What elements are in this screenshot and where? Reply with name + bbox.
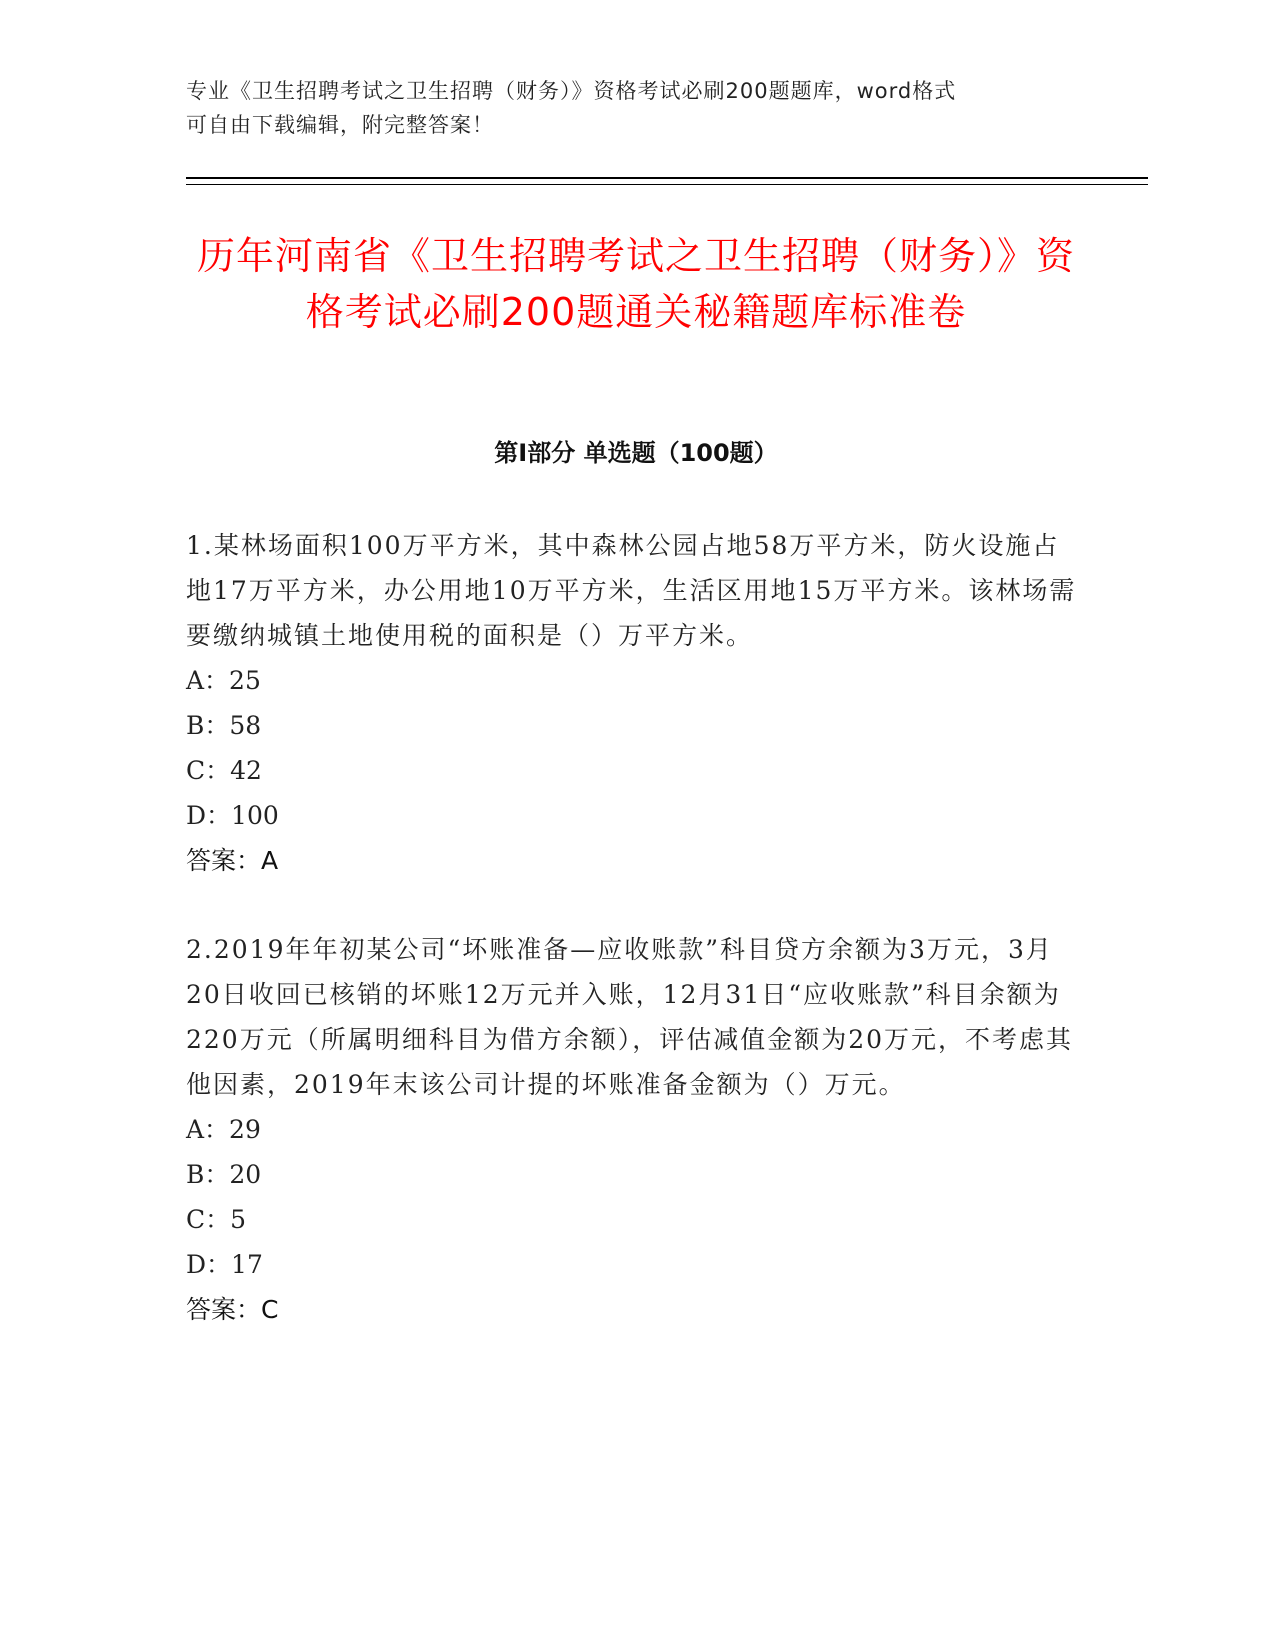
option-d: D：100: [186, 801, 279, 830]
option-c: C：42: [186, 756, 262, 785]
question-2: [186, 927, 1086, 1332]
option-d: D：17: [186, 1250, 263, 1279]
header-note-line-1: 专业《卫生招聘考试之卫生招聘（财务）》资格考试必刷200题题库，word格式: [186, 79, 957, 103]
question-1: [186, 523, 1086, 883]
option-b: B：20: [186, 1160, 262, 1189]
option-a: A：29: [186, 1115, 261, 1144]
question-stem: 2.2019年年初某公司“坏账准备—应收账款”科目贷方余额为3万元，3月20日收回已核销的坏账12万元并入账，12月31日“应收账款”科目余额为220万元（所属明细科目为借方余额），评估减值金额为20万元，不考虑其他因素，2019年末该公司计提的坏账准备金额为（）万元。: [186, 935, 1074, 1099]
option-b: B：58: [186, 711, 262, 740]
document-title: 历年河南省《卫生招聘考试之卫生招聘（财务）》资格考试必刷200题通关秘籍题库标准卷: [196, 234, 1075, 334]
answer-line: 答案：A: [186, 846, 279, 875]
option-a: A：25: [186, 666, 261, 695]
option-c: C：5: [186, 1205, 247, 1234]
header-note-line-2: 可自由下载编辑，附完整答案！: [186, 113, 494, 137]
header-divider-thick: [186, 177, 1148, 179]
answer-line: 答案：C: [186, 1295, 279, 1324]
question-stem: 1.某林场面积100万平方米，其中森林公园占地58万平方米，防火设施占地17万平方米，办公用地10万平方米，生活区用地15万平方米。该林场需要缴纳城镇土地使用税的面积是（）万平方米。: [186, 531, 1077, 650]
section-title: 第I部分 单选题（100题）: [494, 439, 778, 467]
header-divider-thin: [186, 184, 1148, 185]
header-note: [186, 74, 1066, 142]
